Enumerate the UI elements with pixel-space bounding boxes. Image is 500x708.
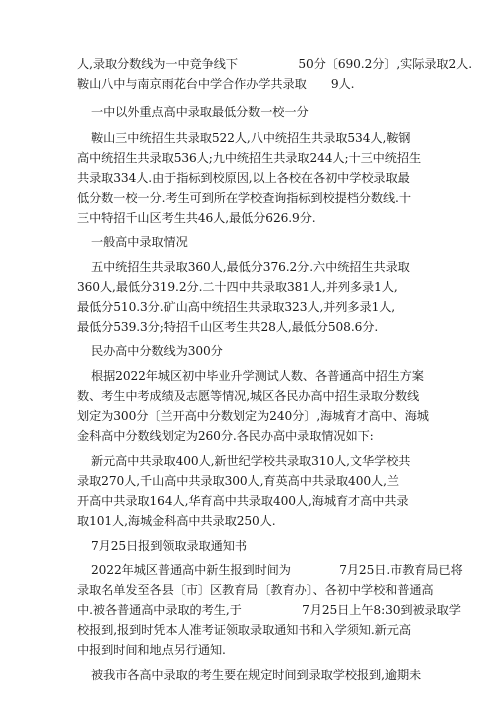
text-line: 高中统招生共录取536人;九中统招生共录取244人;十三中统招生 [77,151,422,165]
text-line: 低分数一校一分.考生可到所在学校查询指标到校提档分数线.十 [77,191,411,205]
section-heading: 一般高中录取情况 [91,235,188,249]
text-line: 最低分539.3分;特招千山区考生共28人,最低分508.6分. [77,320,379,334]
text-line: 取101人,海城金科高中共录取250人. [77,514,276,528]
text-line: 校报到,报到时凭本人准考证领取录取通知书和入学须知.新元高 [77,623,411,637]
section-heading: 一中以外重点高中录取最低分数一校一分 [91,105,309,119]
text-line: 共录取334人.由于指标到校原因,以上各校在各初中学校录取最 [77,171,410,185]
text-line: 划定为300分〔兰开高中分数划定为240分〕,海城育才高中、海城 [77,409,429,423]
text-line: 被我市各高中录取的考生要在规定时间到录取学校报到,逾期未 [91,668,422,682]
text-line: 五中统招生共录取360人,最低分376.2分.六中统招生共录取 [91,260,410,274]
text-line: 新元高中共录取400人,新世纪学校共录取310人,文华学校共 [91,454,411,468]
text-line: 人,录取分数线为一中竞争线下 50分〔690.2分〕,实际录取2人. [77,57,473,71]
section-heading: 民办高中分数线为300分 [91,344,223,358]
text-line: 360人,最低分319.2分.二十四中共录取381人,并列多录1人, [77,280,398,294]
text-line: 中报到时间和地点另行通知. [77,643,226,657]
text-line: 金科高中分数线划定为260分.各民办高中录取情况如下: [77,429,374,443]
text-line: 三中特招千山区考生共46人,最低分626.9分. [77,211,316,225]
text-line: 2022年城区普通高中新生报到时间为 7月25日.市教育局已将 [91,563,463,577]
section-heading: 7月25日报到领取录取通知书 [91,539,247,553]
text-line: 数、考生中考成绩及志愿等情况,城区各民办高中招生录取分数线 [77,389,420,403]
text-line: 录取270人,千山高中共录取300人,育英高中共录取400人,兰 [77,474,399,488]
text-line: 开高中共录取164人,华育高中共录取400人,海城育才高中共录 [77,494,409,508]
text-line: 根据2022年城区初中毕业升学测试人数、各普通高中招生方案 [91,369,424,383]
text-line: 中.被各普通高中录取的考生,于 7月25日上午8:30到被录取学 [77,603,461,617]
text-line: 鞍山八中与南京雨花台中学合作办学共录取 9人. [77,77,355,91]
text-line: 鞍山三中统招生共录取522人,八中统招生共录取534人,鞍钢 [91,131,411,145]
text-line: 最低分510.3分.矿山高中统招生共录取323人,并列多录1人, [77,300,396,314]
text-line: 录取名单发至各县〔市〕区教育局〔教育办〕、各初中学校和普通高 [77,583,434,597]
